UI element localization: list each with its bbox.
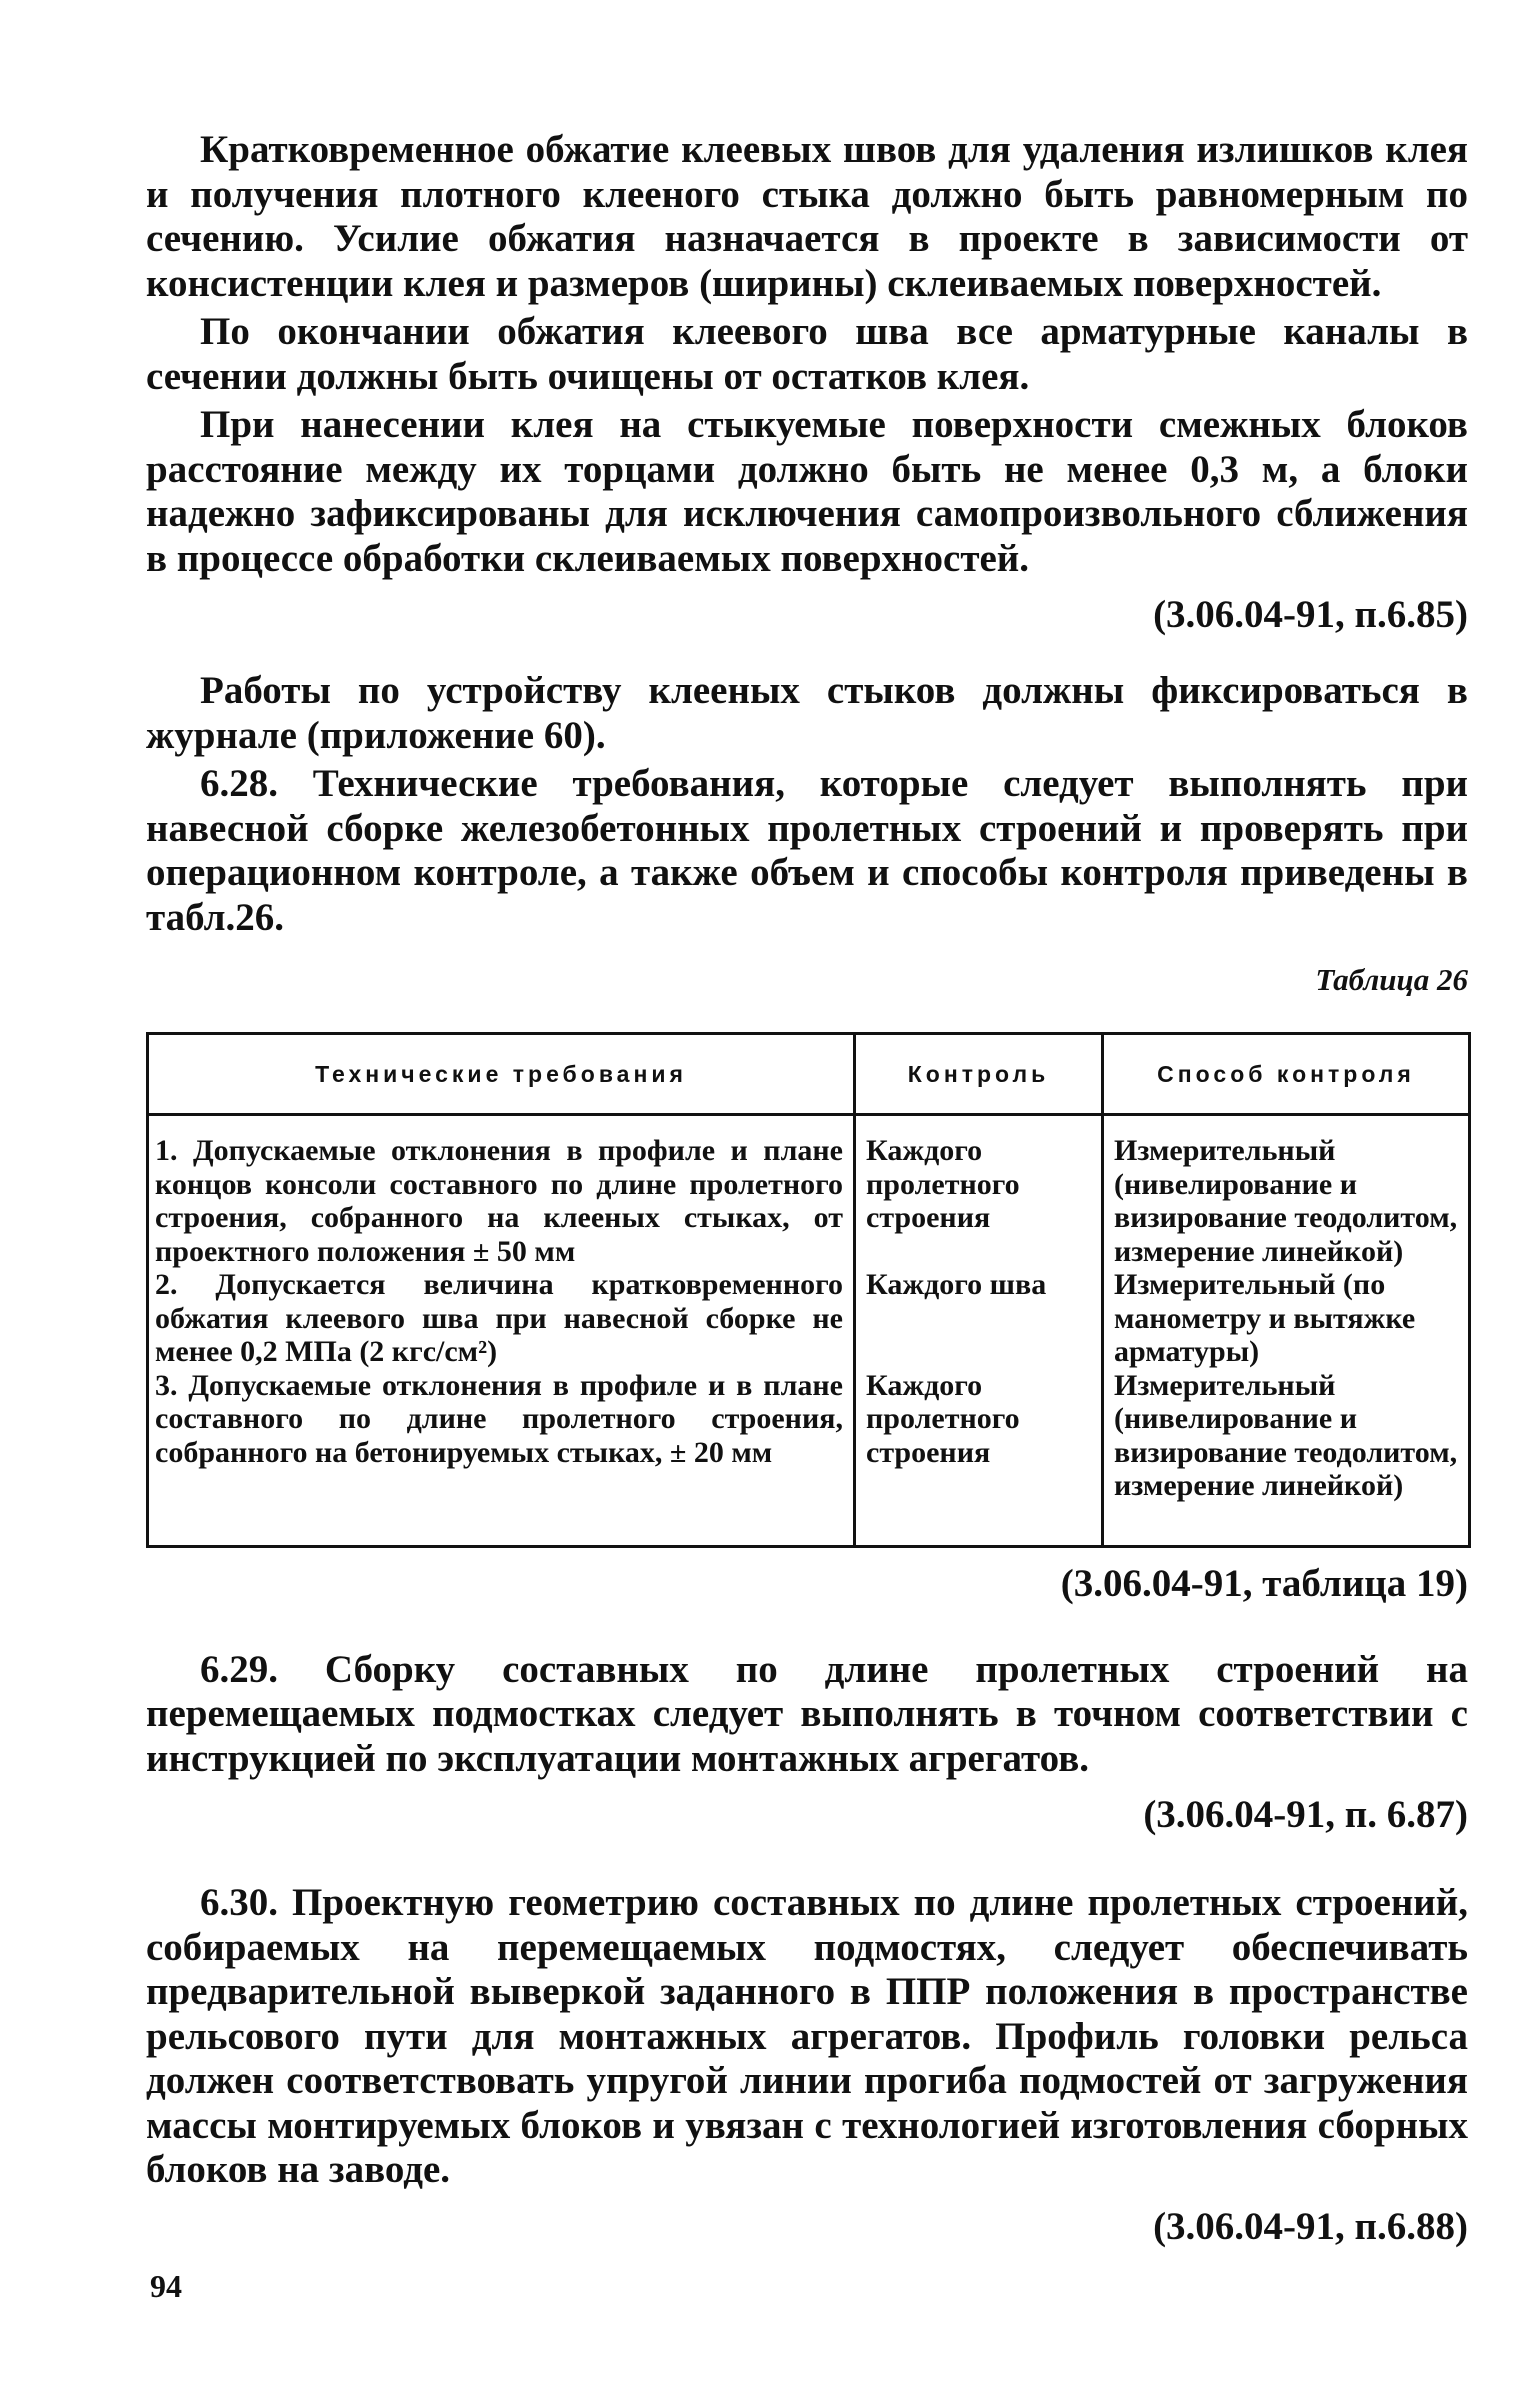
page-number: 94 [150,2268,182,2304]
reference-6-88: (3.06.04-91, п.6.88) [1153,2204,1468,2248]
table-row [148,1115,1470,1269]
cell-control: Каждого шва [855,1268,1103,1369]
paragraph-6-28: 6.28. Технические требования, которые следует выполнять при навесной сборке железобетонных пролетных строений и проверять при операционном контроле, а также объем и способы контроля приведены в табл.26. [146,762,1468,939]
cell-method: Измерительный (нивелирование и визирование теодолитом, измерение линейкой) [1103,1115,1470,1269]
page-body [146,128,1468,2249]
header-method: Способ контроля [1103,1034,1470,1115]
cell-requirement: 3. Допускаемые отклонения в профиле и в плане составного по длине пролетного строения, собранного на бетонируемых стыках, ± 20 мм [155,1368,843,1469]
cell-requirement: 2. Допускается величина кратковременного обжатия клеевого шва при навесной сборке не менее 0,2 МПа (2 кгс/см²) [155,1268,843,1368]
table-row [148,1268,1470,1369]
reference-table-19: (3.06.04-91, таблица 19) [1060,1561,1468,1605]
reference-6-85: (3.06.04-91, п.6.85) [1153,593,1468,636]
cell-requirement: 1. Допускаемые отклонения в профиле и плане концов консоли составного по длине пролетного строения, собранного на клееных стыках, от проектного положения ± 50 мм [155,1134,843,1268]
cell-control: Каждого пролетного строения [855,1369,1103,1547]
header-requirements: Технические требования [148,1034,855,1115]
paragraph-journal: Работы по устройству клееных стыков должны фиксироваться в журнале (приложение 60). [146,669,1468,757]
table-caption: Таблица 26 [1315,962,1468,997]
paragraph-6-29: 6.29. Сборку составных по длине пролетных строений на перемещаемых подмостках следует выполнять в точном соответствии с инструкцией по эксплуатации монтажных агрегатов. [146,1647,1468,1780]
paragraph-channel-cleaning: По окончании обжатия клеевого шва все арматурные каналы в сечении должны быть очищены от остатков клея. [146,310,1468,398]
cell-method: Измерительный (по манометру и вытяжке арматуры) [1103,1268,1470,1369]
table-header-row [148,1034,1470,1115]
paragraph-6-30: 6.30. Проектную геометрию составных по длине пролетных строений, собираемых на перемещаемых подмостях, следует обеспечивать предварительной выверкой заданного в ППР положения в пространстве рельсового пути для монтажных агрегатов. Профиль головки рельса должен соответствовать упругой линии прогиба подмостей от загружения массы монтируемых блоков и увязан с технологией изготовления сборных блоков на заводе. [146,1881,1468,2191]
paragraph-glue-compression: Кратковременное обжатие клеевых швов для удаления излишков клея и получения плотного клееного стыка должно быть равномерным по сечению. Усилие обжатия назначается в проекте в зависимости от консистенции клея и размеров (ширины) склеиваемых поверхностей. [146,128,1468,305]
cell-control: Каждого пролетного строения [855,1115,1103,1269]
table-row [148,1369,1470,1547]
requirements-table [146,1032,1471,1548]
reference-6-87: (3.06.04-91, п. 6.87) [1143,1793,1468,1836]
cell-method: Измерительный (нивелирование и визирование теодолитом, измерение линейкой) [1103,1369,1470,1547]
paragraph-glue-application: При нанесении клея на стыкуемые поверхности смежных блоков расстояние между их торцами должно быть не менее 0,3 м, а блоки надежно зафиксированы для исключения самопроизвольного сближения в процессе обработки склеиваемых поверхностей. [146,403,1468,580]
header-control: Контроль [855,1034,1103,1115]
